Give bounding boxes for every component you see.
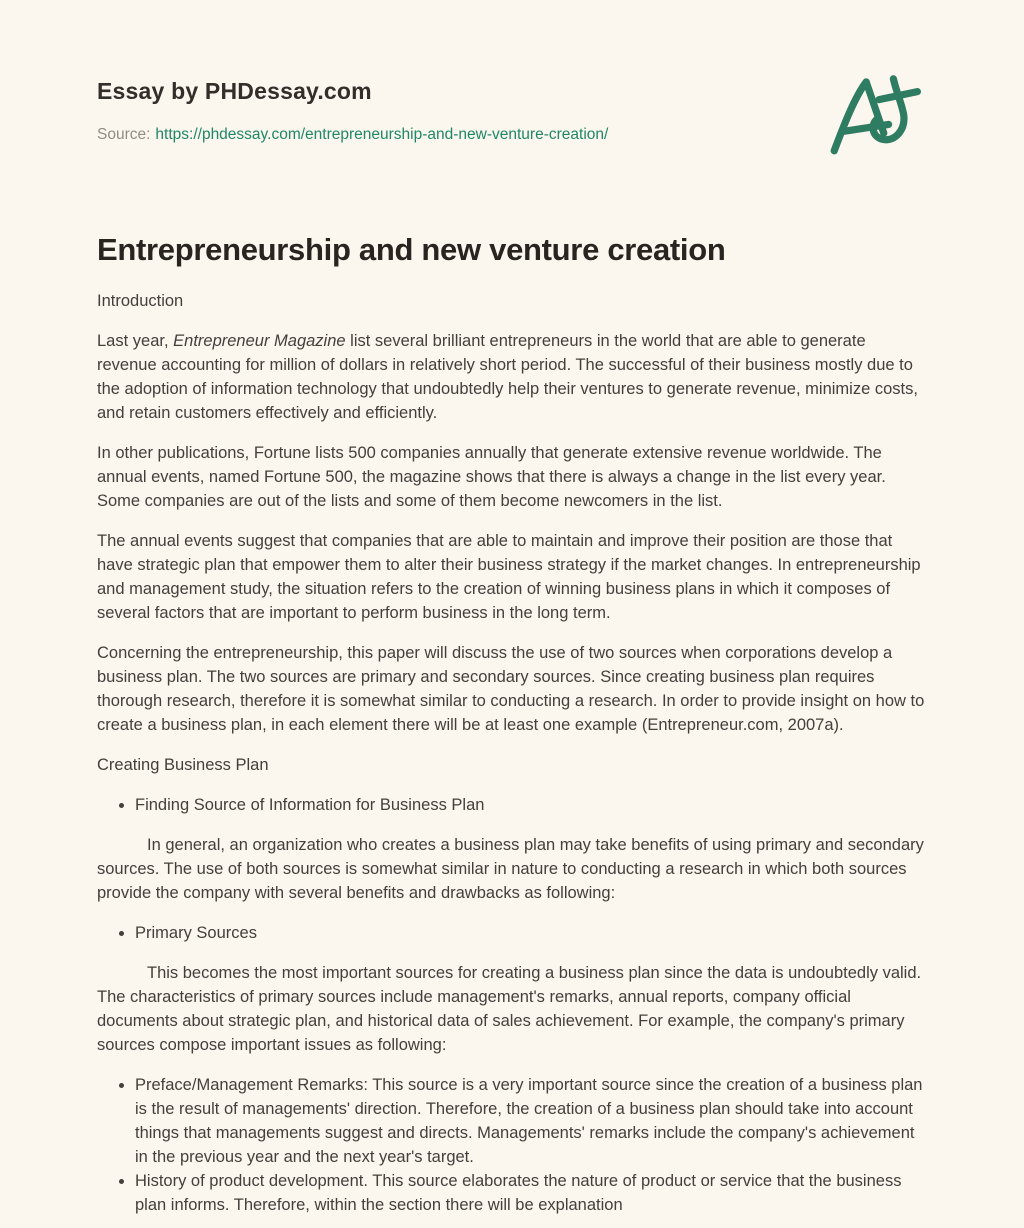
source-link[interactable]: https://phdessay.com/entrepreneurship-and-new-venture-creation/ [155,126,609,143]
list-item: • Primary Sources [135,921,927,945]
list-item: • Preface/Management Remarks: This source is a very important source since the creation of a business plan is the result of managements' direction. Therefore, the creation of a business plan should take into account things that managements suggest and directs. Managements' remarks include the company's achievement in the previous year and the next year's target. [135,1073,927,1169]
source-label: Source: [97,126,151,143]
list-item: • Finding Source of Information for Business Plan [135,793,927,817]
paragraph-text: Last year, [97,332,174,350]
essay-title: Entrepreneurship and new venture creation [97,232,726,267]
section-heading-creating-business-plan: Creating Business Plan [97,756,269,774]
brand-title: Essay by PHDessay.com [97,78,372,104]
page-header [97,72,927,164]
header-text [97,72,608,144]
intro-heading: Introduction [97,292,184,310]
bullet-list-primary-sources [97,921,927,945]
magazine-name-italic: Entrepreneur Magazine [173,332,346,350]
primary-sources-items-list [97,1073,927,1217]
bullet-list-finding-source [97,793,927,817]
paragraph-primary-sources-detail: This becomes the most important sources for creating a business plan since the data is undoubtedly valid. The characteristics of primary sources include management's remarks, annual reports, company official documents about strategic plan, and historical data of sales achievement. For example, the company's primary sources compose important issues as following: [97,964,922,1054]
source-line [97,126,608,144]
paragraph-intro-2: In other publications, Fortune lists 500 companies annually that generate extensive revenue worldwide. The annual events, named Fortune 500, the magazine shows that there is always a change in the list every year. Some companies are out of the lists and some of them become newcomers in the list. [97,444,886,510]
a-plus-logo-icon [823,64,927,164]
essay-content [97,230,927,1217]
paragraph-text: list several brilliant entrepreneurs in the world that are able to generate revenue accounting for million of dollars in relatively short period. The successful of their business mostly due to the adoption of information technology that undoubtedly help their ventures to generate revenue, minimize costs, and retain customers effectively and efficiently. [97,332,918,422]
paragraph-intro-4: Concerning the entrepreneurship, this paper will discuss the use of two sources when corporations develop a business plan. The two sources are primary and secondary sources. Since creating business plan requires thorough research, therefore it is somewhat similar to conducting a research. In order to provide insight on how to create a business plan, in each element there will be at least one example (Entrepreneur.com, 2007a). [97,644,925,734]
paragraph-sources-overview: In general, an organization who creates a business plan may take benefits of using primary and secondary sources. The use of both sources is somewhat similar in nature to conducting a research in which both sources provide the company with several benefits and drawbacks as following: [97,836,924,902]
paragraph-intro-1 [97,329,927,425]
list-item: • History of product development. This source elaborates the nature of product or service that the business plan informs. Therefore, within the section there will be explanation [135,1169,927,1217]
paragraph-intro-3: The annual events suggest that companies that are able to maintain and improve their position are those that have strategic plan that empower them to alter their business strategy if the market changes. In entrepreneurship and management study, the situation refers to the creation of winning business plans in which it composes of several factors that are important to perform business in the long term. [97,532,921,622]
